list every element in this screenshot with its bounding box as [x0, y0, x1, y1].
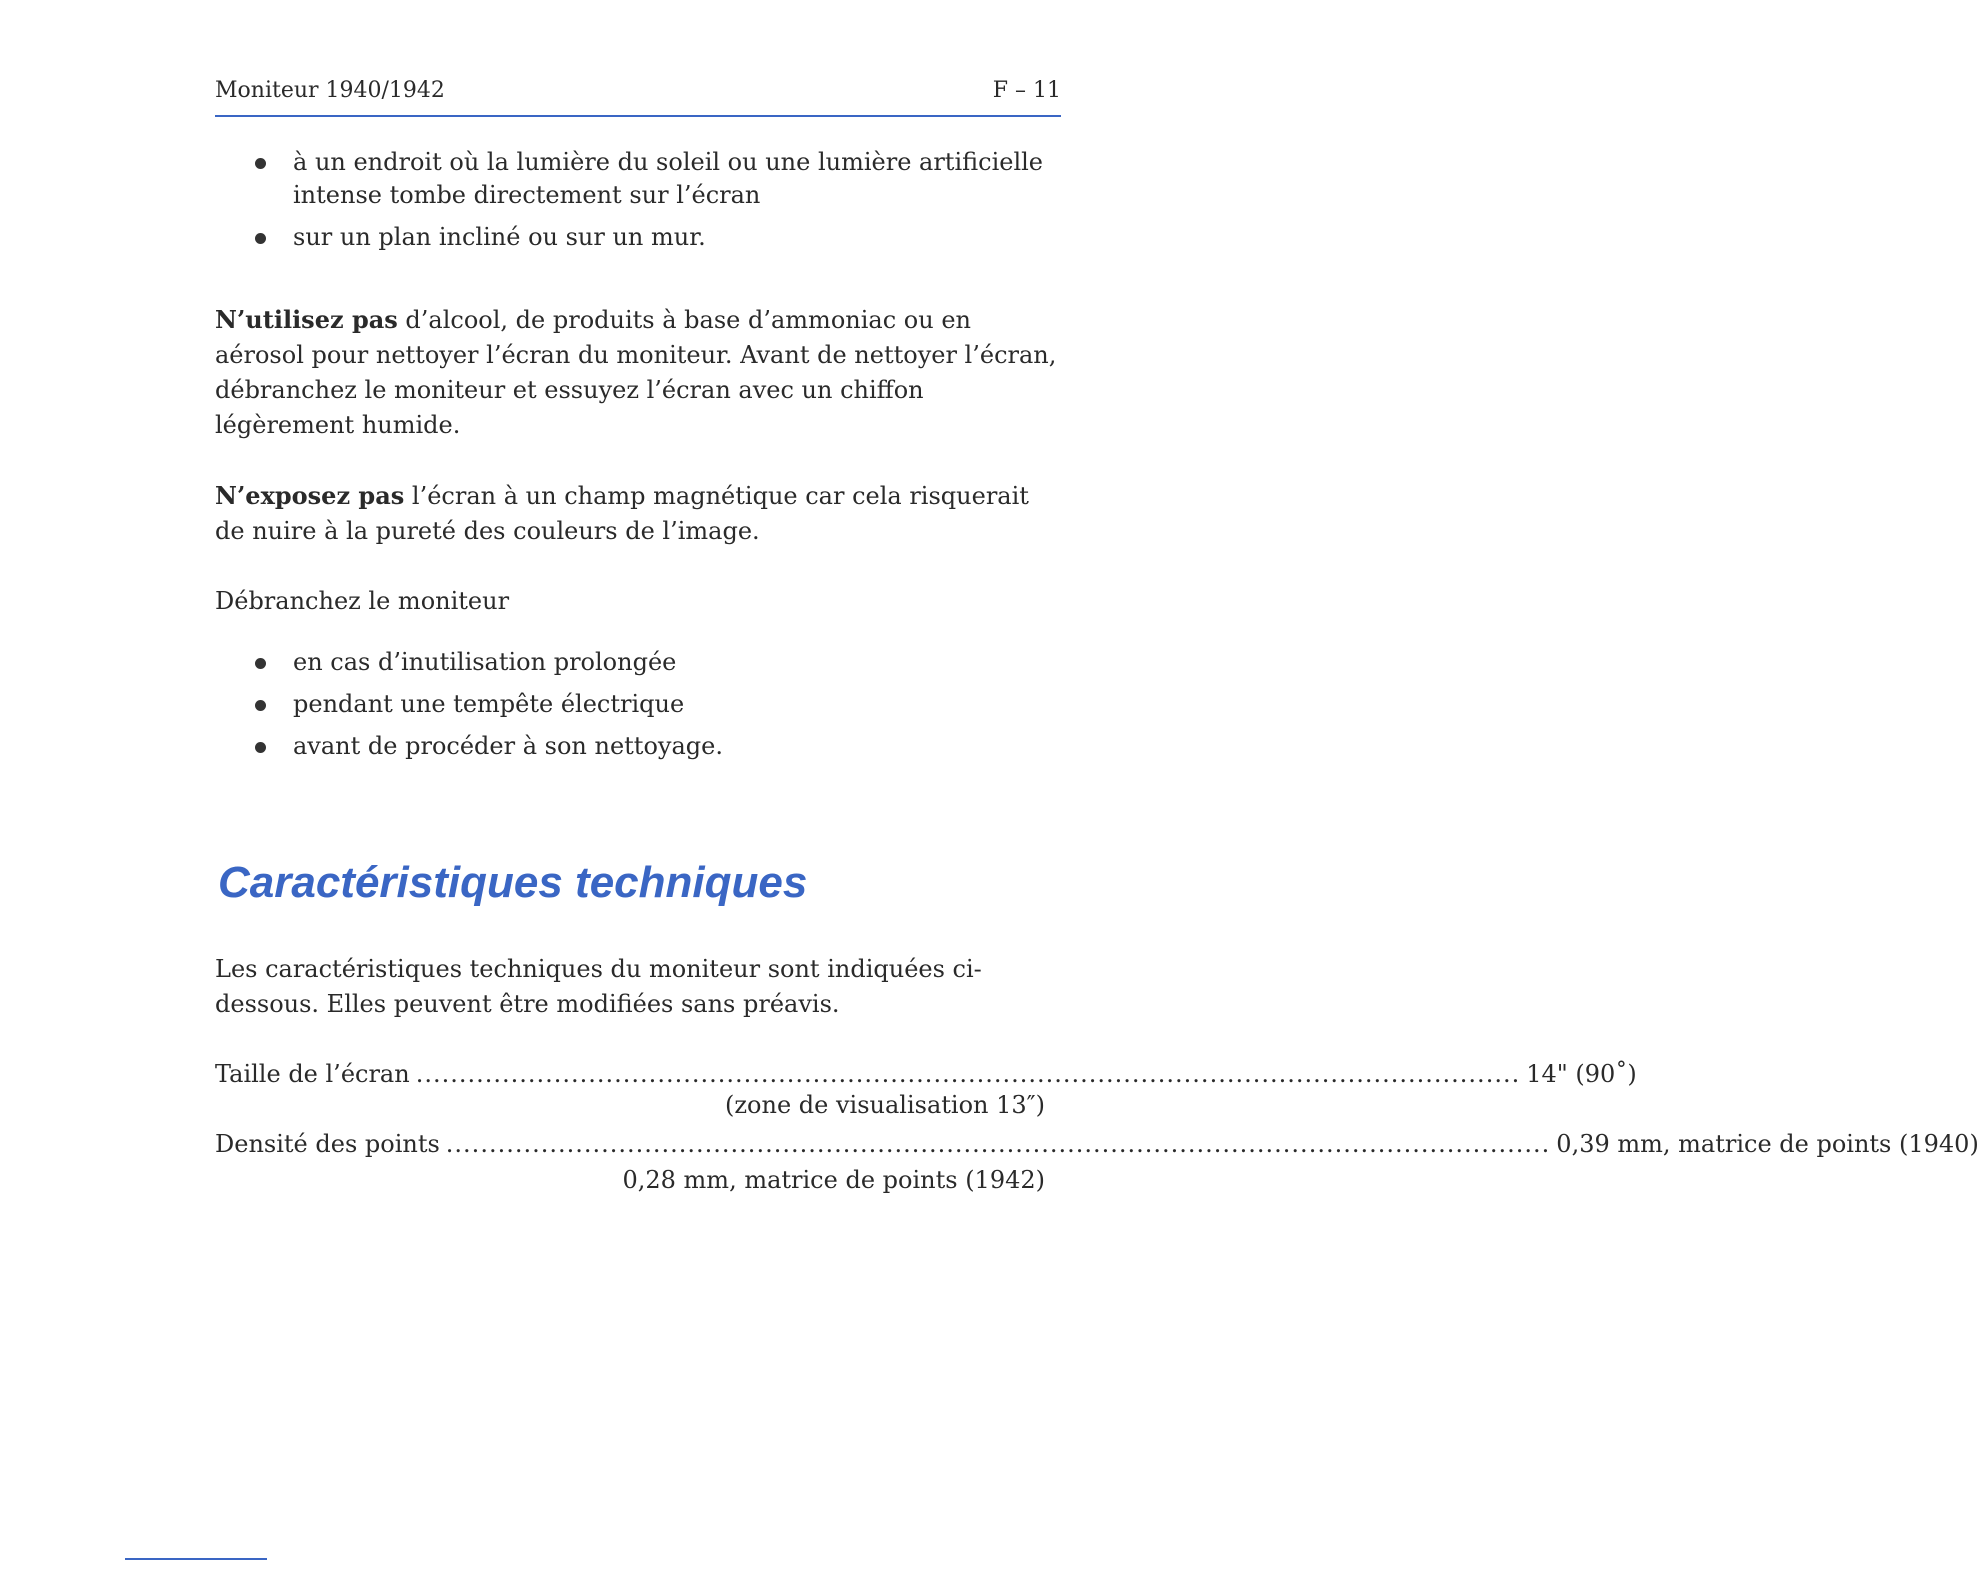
bullet-icon [255, 233, 266, 244]
list-item-text: pendant une tempête électrique [293, 690, 685, 718]
list-item-text: avant de procéder à son nettoyage. [293, 732, 723, 760]
list-item [255, 146, 1065, 212]
placement-bullet-list [255, 146, 1065, 263]
cleaning-text: d’alcool, de produits à base d’ammoniac ou en aérosol pour nettoyer l’écran du moniteur. Avant de nettoyer l’écran, débranchez le moniteur et essuyez l’écran avec un chiffon légèrement humide. [215, 306, 1057, 439]
magnetic-text: l’écran à un champ magnétique car cela risquerait de nuire à la pureté des couleurs de l’image. [215, 482, 1029, 545]
cleaning-warning-bold: N’utilisez pas [215, 305, 398, 334]
magnetic-warning-bold: N’exposez pas [215, 481, 405, 510]
list-item-text: en cas d’inutilisation prolongée [293, 648, 677, 676]
spec-value: 14" (90˚) [1526, 1060, 1637, 1088]
spec-value: 0,39 mm, matrice de points (1940) [1556, 1130, 1979, 1158]
unplug-intro: Débranchez le moniteur [215, 587, 510, 615]
unplug-bullet-list [255, 646, 1065, 772]
list-item-text: à un endroit où la lumière du soleil ou une lumière artificielle intense tombe directement sur l’écran [293, 148, 1044, 209]
spec-dot-pitch [215, 1127, 1979, 1161]
cleaning-paragraph [215, 302, 1065, 443]
dot-leader: ................................................................................................................................ [445, 1130, 1551, 1158]
list-item [255, 221, 1065, 254]
specs-intro: Les caractéristiques techniques du moniteur sont indiquées ci-dessous. Elles peuvent être modifiées sans préavis. [215, 955, 982, 1018]
list-item [255, 730, 1065, 763]
header-title: Moniteur 1940/1942 [215, 78, 445, 103]
bullet-icon [255, 658, 266, 669]
section-title: Caractéristiques techniques [218, 858, 808, 907]
bullet-icon [255, 700, 266, 711]
page-header [215, 78, 1061, 108]
spec-screen-size-detail: (zone de visualisation 13″) [725, 1091, 1045, 1119]
list-item-text: sur un plan incliné ou sur un mur. [293, 223, 706, 251]
footer-divider [125, 1558, 267, 1560]
list-item [255, 646, 1065, 679]
dot-leader: ................................................................................................................................ [415, 1060, 1521, 1088]
spec-screen-size [215, 1057, 1637, 1091]
page-number: F – 11 [992, 78, 1061, 103]
header-divider [215, 115, 1061, 117]
bullet-icon [255, 742, 266, 753]
spec-label: Taille de l’écran [215, 1060, 410, 1088]
bullet-icon [255, 158, 266, 169]
magnetic-paragraph [215, 478, 1065, 549]
spec-dot-pitch-1942: 0,28 mm, matrice de points (1942) [622, 1166, 1045, 1194]
spec-label: Densité des points [215, 1130, 440, 1158]
list-item [255, 688, 1065, 721]
